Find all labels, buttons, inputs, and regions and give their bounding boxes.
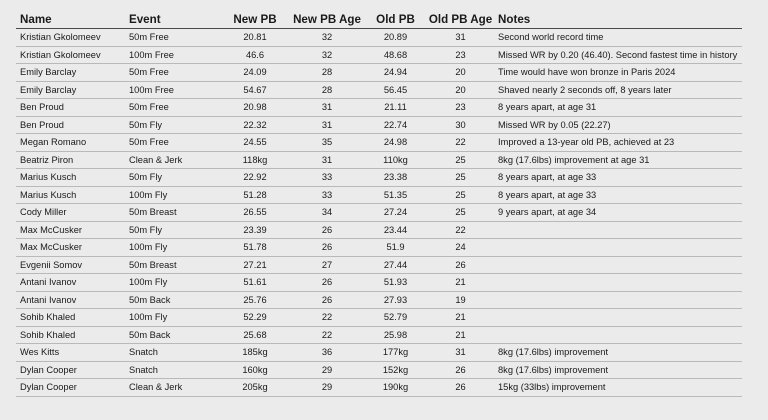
cell-old-pb-age: 22: [427, 134, 494, 152]
cell-new-pb-age: 22: [290, 309, 364, 327]
table-row: [16, 29, 742, 47]
cell-new-pb: 51.78: [220, 239, 290, 257]
cell-event: 50m Back: [125, 291, 220, 309]
cell-new-pb-age: 35: [290, 134, 364, 152]
cell-new-pb-age: 33: [290, 186, 364, 204]
cell-new-pb: 24.09: [220, 64, 290, 82]
cell-old-pb: 22.74: [364, 116, 427, 134]
cell-name: Marius Kusch: [16, 186, 125, 204]
cell-old-pb: 25.98: [364, 326, 427, 344]
cell-old-pb-age: 21: [427, 309, 494, 327]
cell-notes: 8 years apart, at age 33: [494, 169, 742, 187]
table-row: [16, 344, 742, 362]
cell-name: Emily Barclay: [16, 81, 125, 99]
cell-name: Megan Romano: [16, 134, 125, 152]
cell-old-pb: 21.11: [364, 99, 427, 117]
table-row: [16, 46, 742, 64]
cell-new-pb: 27.21: [220, 256, 290, 274]
cell-old-pb: 110kg: [364, 151, 427, 169]
cell-event: 50m Breast: [125, 204, 220, 222]
pb-table: [16, 10, 742, 397]
cell-new-pb: 20.98: [220, 99, 290, 117]
cell-old-pb: 23.38: [364, 169, 427, 187]
cell-event: Snatch: [125, 361, 220, 379]
header-name: Name: [16, 10, 125, 29]
cell-new-pb: 24.55: [220, 134, 290, 152]
table-body: [16, 29, 742, 397]
cell-new-pb-age: 27: [290, 256, 364, 274]
cell-old-pb-age: 19: [427, 291, 494, 309]
cell-name: Cody Miller: [16, 204, 125, 222]
cell-old-pb-age: 20: [427, 64, 494, 82]
cell-notes: 15kg (33lbs) improvement: [494, 379, 742, 397]
header-new-pb: New PB: [220, 10, 290, 29]
cell-new-pb-age: 33: [290, 169, 364, 187]
cell-name: Emily Barclay: [16, 64, 125, 82]
cell-old-pb: 48.68: [364, 46, 427, 64]
cell-event: 100m Free: [125, 81, 220, 99]
cell-notes: Missed WR by 0.05 (22.27): [494, 116, 742, 134]
cell-event: 50m Fly: [125, 221, 220, 239]
cell-old-pb: 51.9: [364, 239, 427, 257]
cell-name: Ben Proud: [16, 116, 125, 134]
table-row: [16, 291, 742, 309]
cell-new-pb-age: 28: [290, 81, 364, 99]
cell-new-pb-age: 29: [290, 379, 364, 397]
cell-name: Marius Kusch: [16, 169, 125, 187]
cell-notes: Second world record time: [494, 29, 742, 47]
cell-old-pb-age: 31: [427, 344, 494, 362]
table-row: [16, 256, 742, 274]
cell-old-pb: 177kg: [364, 344, 427, 362]
cell-old-pb: 27.93: [364, 291, 427, 309]
header-event: Event: [125, 10, 220, 29]
table-row: [16, 326, 742, 344]
cell-old-pb: 190kg: [364, 379, 427, 397]
cell-new-pb: 51.61: [220, 274, 290, 292]
cell-name: Antani Ivanov: [16, 274, 125, 292]
table-row: [16, 221, 742, 239]
cell-name: Kristian Gkolomeev: [16, 46, 125, 64]
table-row: [16, 379, 742, 397]
table-row: [16, 361, 742, 379]
cell-old-pb-age: 22: [427, 221, 494, 239]
cell-new-pb: 51.28: [220, 186, 290, 204]
cell-old-pb: 24.98: [364, 134, 427, 152]
cell-event: 100m Fly: [125, 309, 220, 327]
cell-new-pb: 26.55: [220, 204, 290, 222]
cell-old-pb-age: 31: [427, 29, 494, 47]
cell-new-pb-age: 32: [290, 46, 364, 64]
cell-name: Max McCusker: [16, 221, 125, 239]
cell-name: Sohib Khaled: [16, 309, 125, 327]
cell-new-pb: 20.81: [220, 29, 290, 47]
cell-notes: [494, 239, 742, 257]
header-old-pb: Old PB: [364, 10, 427, 29]
cell-old-pb: 51.35: [364, 186, 427, 204]
cell-old-pb-age: 25: [427, 151, 494, 169]
cell-event: 50m Free: [125, 134, 220, 152]
cell-new-pb-age: 31: [290, 116, 364, 134]
cell-event: 100m Fly: [125, 274, 220, 292]
table-row: [16, 81, 742, 99]
cell-old-pb: 27.44: [364, 256, 427, 274]
cell-new-pb-age: 29: [290, 361, 364, 379]
cell-notes: Missed WR by 0.20 (46.40). Second fastest time in history: [494, 46, 742, 64]
cell-old-pb: 152kg: [364, 361, 427, 379]
cell-event: 100m Free: [125, 46, 220, 64]
cell-event: 100m Fly: [125, 239, 220, 257]
cell-name: Antani Ivanov: [16, 291, 125, 309]
cell-old-pb: 27.24: [364, 204, 427, 222]
header-old-pb-age: Old PB Age: [427, 10, 494, 29]
cell-notes: Shaved nearly 2 seconds off, 8 years later: [494, 81, 742, 99]
cell-new-pb-age: 26: [290, 291, 364, 309]
cell-name: Wes Kitts: [16, 344, 125, 362]
cell-notes: 8 years apart, at age 33: [494, 186, 742, 204]
table-row: [16, 64, 742, 82]
cell-name: Max McCusker: [16, 239, 125, 257]
cell-notes: Improved a 13-year old PB, achieved at 23: [494, 134, 742, 152]
cell-event: 50m Free: [125, 64, 220, 82]
table-row: [16, 99, 742, 117]
cell-notes: [494, 309, 742, 327]
cell-old-pb-age: 23: [427, 46, 494, 64]
cell-old-pb-age: 21: [427, 274, 494, 292]
cell-name: Evgenii Somov: [16, 256, 125, 274]
cell-old-pb: 23.44: [364, 221, 427, 239]
cell-new-pb-age: 31: [290, 151, 364, 169]
cell-new-pb: 25.68: [220, 326, 290, 344]
cell-notes: Time would have won bronze in Paris 2024: [494, 64, 742, 82]
cell-notes: 8kg (17.6lbs) improvement at age 31: [494, 151, 742, 169]
cell-old-pb: 24.94: [364, 64, 427, 82]
cell-new-pb-age: 26: [290, 239, 364, 257]
cell-event: 50m Free: [125, 29, 220, 47]
cell-new-pb-age: 36: [290, 344, 364, 362]
header-new-pb-age: New PB Age: [290, 10, 364, 29]
cell-new-pb-age: 31: [290, 99, 364, 117]
cell-notes: [494, 291, 742, 309]
cell-new-pb: 22.92: [220, 169, 290, 187]
cell-notes: [494, 256, 742, 274]
cell-new-pb: 52.29: [220, 309, 290, 327]
cell-name: Dylan Cooper: [16, 379, 125, 397]
cell-old-pb-age: 30: [427, 116, 494, 134]
cell-notes: 8kg (17.6lbs) improvement: [494, 361, 742, 379]
table-row: [16, 134, 742, 152]
cell-event: 100m Fly: [125, 186, 220, 204]
cell-notes: 8 years apart, at age 31: [494, 99, 742, 117]
cell-name: Kristian Gkolomeev: [16, 29, 125, 47]
cell-new-pb: 185kg: [220, 344, 290, 362]
cell-old-pb-age: 26: [427, 379, 494, 397]
cell-notes: [494, 326, 742, 344]
cell-notes: [494, 274, 742, 292]
cell-new-pb: 118kg: [220, 151, 290, 169]
cell-notes: 8kg (17.6lbs) improvement: [494, 344, 742, 362]
cell-new-pb: 23.39: [220, 221, 290, 239]
cell-new-pb: 205kg: [220, 379, 290, 397]
table-row: [16, 169, 742, 187]
cell-event: Clean & Jerk: [125, 151, 220, 169]
header-notes: Notes: [494, 10, 742, 29]
cell-new-pb-age: 28: [290, 64, 364, 82]
cell-new-pb-age: 26: [290, 221, 364, 239]
cell-new-pb: 25.76: [220, 291, 290, 309]
table-row: [16, 186, 742, 204]
cell-old-pb-age: 26: [427, 361, 494, 379]
cell-event: Clean & Jerk: [125, 379, 220, 397]
cell-name: Dylan Cooper: [16, 361, 125, 379]
cell-name: Ben Proud: [16, 99, 125, 117]
cell-event: 50m Fly: [125, 116, 220, 134]
cell-new-pb-age: 26: [290, 274, 364, 292]
cell-event: Snatch: [125, 344, 220, 362]
cell-old-pb-age: 25: [427, 169, 494, 187]
cell-old-pb: 52.79: [364, 309, 427, 327]
cell-name: Beatriz Piron: [16, 151, 125, 169]
cell-event: 50m Breast: [125, 256, 220, 274]
cell-new-pb: 54.67: [220, 81, 290, 99]
cell-event: 50m Fly: [125, 169, 220, 187]
cell-old-pb-age: 23: [427, 99, 494, 117]
cell-new-pb: 22.32: [220, 116, 290, 134]
cell-notes: 9 years apart, at age 34: [494, 204, 742, 222]
table-row: [16, 204, 742, 222]
cell-new-pb: 160kg: [220, 361, 290, 379]
cell-old-pb: 51.93: [364, 274, 427, 292]
table-row: [16, 239, 742, 257]
cell-name: Sohib Khaled: [16, 326, 125, 344]
cell-old-pb-age: 21: [427, 326, 494, 344]
cell-old-pb-age: 24: [427, 239, 494, 257]
cell-old-pb: 56.45: [364, 81, 427, 99]
cell-event: 50m Free: [125, 99, 220, 117]
cell-event: 50m Back: [125, 326, 220, 344]
cell-new-pb-age: 22: [290, 326, 364, 344]
cell-old-pb-age: 20: [427, 81, 494, 99]
table-row: [16, 116, 742, 134]
cell-new-pb: 46.6: [220, 46, 290, 64]
header-row: [16, 10, 742, 29]
cell-old-pb-age: 26: [427, 256, 494, 274]
cell-old-pb: 20.89: [364, 29, 427, 47]
cell-old-pb-age: 25: [427, 186, 494, 204]
table-row: [16, 274, 742, 292]
cell-new-pb-age: 32: [290, 29, 364, 47]
table-row: [16, 151, 742, 169]
cell-old-pb-age: 25: [427, 204, 494, 222]
cell-new-pb-age: 34: [290, 204, 364, 222]
table-row: [16, 309, 742, 327]
cell-notes: [494, 221, 742, 239]
